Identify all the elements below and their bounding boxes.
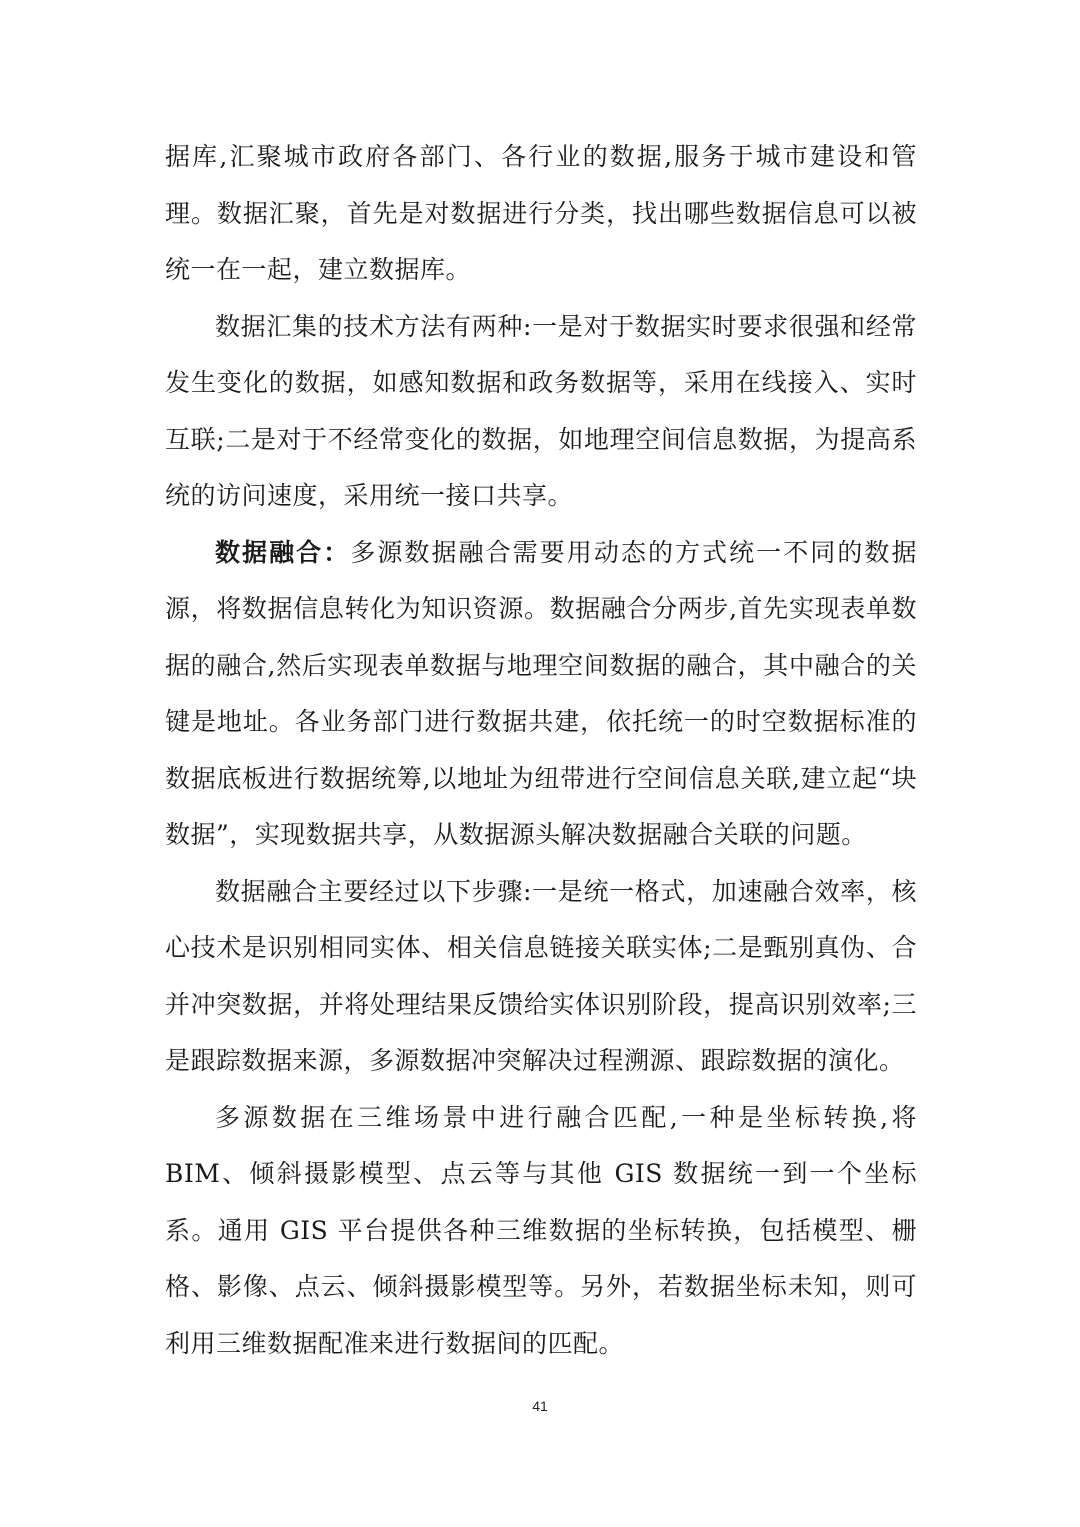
paragraph-1 xyxy=(165,129,917,299)
paragraph-3-text: 多源数据融合需要用动态的方式统一不同的数据源，将数据信息转化为知识资源。数据融合分两步,首先实现表单数据的融合,然后实现表单数据与地理空间数据的融合，其中融合的关键是地址。各业务部门进行数据共建，依托统一的时空数据标准的数据底板进行数据统筹,以地址为纽带进行空间信息关联,建立起“块数据”，实现数据共享，从数据源头解决数据融合关联的问题。 xyxy=(165,537,917,849)
paragraph-3-lead-heading: 数据融合： xyxy=(215,537,351,567)
paragraph-4 xyxy=(165,864,917,1090)
paragraph-1-text: 据库,汇聚城市政府各部门、各行业的数据,服务于城市建设和管理。数据汇聚，首先是对数据进行分类，找出哪些数据信息可以被统一在一起，建立数据库。 xyxy=(165,142,917,284)
body-text xyxy=(165,129,917,1372)
paragraph-4-text: 数据融合主要经过以下步骤:一是统一格式，加速融合效率，核心技术是识别相同实体、相关信息链接关联实体;二是甄别真伪、合并冲突数据，并将处理结果反馈给实体识别阶段，提高识别效率;三是跟踪数据来源，多源数据冲突解决过程溯源、跟踪数据的演化。 xyxy=(165,876,917,1075)
paragraph-3 xyxy=(165,525,917,864)
paragraph-2 xyxy=(165,299,917,525)
page-number: 41 xyxy=(532,1398,548,1414)
paragraph-2-text: 数据汇集的技术方法有两种:一是对于数据实时要求很强和经常发生变化的数据，如感知数据和政务数据等，采用在线接入、实时互联;二是对于不经常变化的数据，如地理空间信息数据，为提高系统的访问速度，采用统一接口共享。 xyxy=(165,311,917,510)
paragraph-5 xyxy=(165,1090,917,1373)
paragraph-5-text: 多源数据在三维场景中进行融合匹配,一种是坐标转换,将 BIM、倾斜摄影模型、点云等与其他 GIS 数据统一到一个坐标系。通用 GIS 平台提供各种三维数据的坐标转换，包括模型、栅格、影像、点云、倾斜摄影模型等。另外，若数据坐标未知，则可利用三维数据配准来进行数据间的匹配。 xyxy=(165,1102,917,1358)
